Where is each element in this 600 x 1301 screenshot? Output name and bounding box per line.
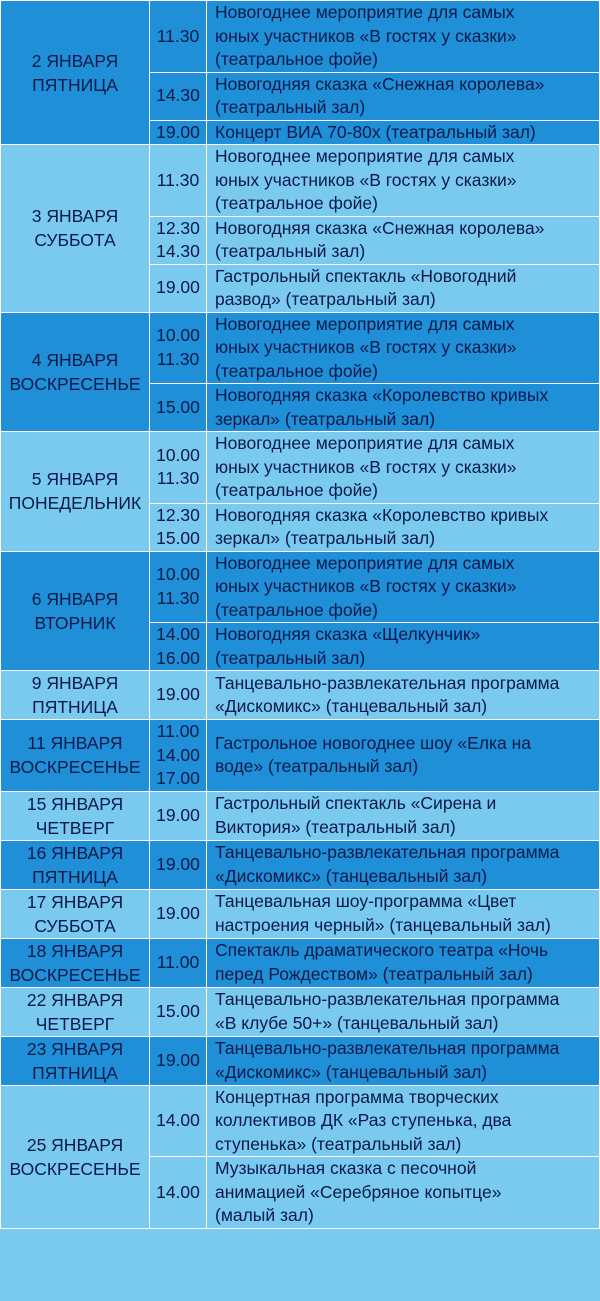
event-time: 12.30 [156, 504, 200, 525]
event-text-line: коллективов ДК «Раз ступенька, два [215, 1110, 512, 1130]
event-cell [207, 264, 600, 312]
day-cell [1, 1, 150, 145]
event-cell [207, 720, 600, 792]
time-cell [150, 720, 207, 792]
event-cell [207, 216, 600, 264]
date-label: 23 ЯНВАРЯ [26, 1038, 124, 1059]
event-time: 10.00 [156, 444, 200, 465]
event-text-line: (театральный зал) [215, 97, 366, 117]
event-time: 11.00 [156, 721, 200, 741]
event-text-line: «Дискомикс» (танцевальный зал) [215, 1061, 488, 1082]
event-text-line: юных участников «В гостях у сказки» [215, 25, 517, 46]
weekday-label: ВОСКРЕСЕНЬЕ [9, 373, 141, 394]
time-cell [150, 1, 207, 73]
event-row [1, 312, 600, 384]
event-text-line: юных участников «В гостях у сказки» [215, 337, 517, 357]
time-cell [150, 987, 207, 1036]
time-cell [150, 551, 207, 623]
time-cell [150, 1157, 207, 1229]
event-text-line: зеркал» (театральный зал) [215, 408, 436, 429]
date-label: 9 ЯНВАРЯ [31, 673, 119, 693]
event-text-line: (театральное фойе) [215, 480, 378, 500]
date-label: 17 ЯНВАРЯ [26, 891, 124, 912]
event-time: 11.30 [156, 169, 200, 190]
event-cell [207, 120, 600, 145]
event-time: 19.00 [156, 121, 200, 142]
event-time: 19.00 [156, 684, 200, 705]
event-text-line: Концертная программа творческих [215, 1086, 499, 1107]
event-time: 15.00 [156, 396, 200, 417]
time-cell [150, 264, 207, 312]
event-time: 12.30 [156, 217, 200, 238]
event-text-line: юных участников «В гостях у сказки» [215, 169, 517, 190]
schedule-body [1, 1, 600, 1229]
event-row [1, 1, 600, 73]
time-cell [150, 216, 207, 264]
event-text-line: перед Рождеством» (театральный зал) [215, 963, 533, 984]
weekday-label: СУББОТА [34, 915, 116, 936]
weekday-label: ЧЕТВЕРГ [35, 1013, 115, 1034]
event-time: 19.00 [156, 1049, 200, 1070]
event-text-line: (театральное фойе) [215, 599, 378, 620]
event-cell [207, 503, 600, 551]
event-row [1, 145, 600, 217]
event-text-line: (театральный зал) [215, 647, 366, 668]
event-cell [207, 1157, 600, 1229]
time-cell [150, 384, 207, 432]
event-cell [207, 72, 600, 120]
day-cell [1, 551, 150, 671]
date-label: 2 ЯНВАРЯ [31, 50, 119, 71]
event-text-line: развод» (театральный зал) [215, 289, 436, 309]
day-cell [1, 987, 150, 1036]
event-row [1, 938, 600, 987]
event-text-line: Новогодняя сказка «Снежная королева» [215, 73, 545, 94]
weekday-label: ВОСКРЕСЕНЬЕ [9, 757, 141, 778]
event-row [1, 1085, 600, 1157]
event-cell [207, 671, 600, 720]
event-text-line: Гастрольное новогоднее шоу «Елка на [215, 732, 532, 753]
event-time: 11.30 [156, 348, 200, 369]
event-text-line: Новогодняя сказка «Королевство кривых [215, 504, 549, 525]
event-text-line: Спектакль драматического театра «Ночь [215, 940, 549, 960]
event-cell [207, 145, 600, 217]
event-text-line: (театральное фойе) [215, 360, 378, 381]
day-cell [1, 720, 150, 792]
event-text-line: Новогоднее мероприятие для самых [215, 2, 515, 22]
event-text-line: анимацией «Серебряное копытце» [215, 1181, 502, 1202]
date-label: 15 ЯНВАРЯ [26, 793, 124, 814]
time-cell [150, 120, 207, 145]
date-label: 25 ЯНВАРЯ [26, 1134, 124, 1155]
day-cell [1, 889, 150, 938]
event-time: 14.30 [156, 241, 200, 261]
weekday-label: СУББОТА [34, 230, 116, 251]
event-time: 14.00 [156, 624, 200, 644]
event-text-line: (театральное фойе) [215, 49, 378, 69]
weekday-label: ВОСКРЕСЕНЬЕ [9, 964, 141, 985]
event-text-line: юных участников «В гостях у сказки» [215, 456, 517, 477]
event-text-line: Новогодняя сказка «Щелкунчик» [215, 624, 481, 644]
event-time: 11.30 [156, 587, 200, 608]
event-time: 19.00 [156, 853, 200, 874]
event-text-line: «Дискомикс» (танцевальный зал) [215, 696, 488, 716]
time-cell [150, 1036, 207, 1085]
date-label: 6 ЯНВАРЯ [31, 588, 119, 609]
event-text-line: Виктория» (театральный зал) [215, 816, 456, 837]
weekday-label: ПОНЕДЕЛЬНИК [8, 493, 142, 514]
event-cell [207, 623, 600, 671]
weekday-label: ПЯТНИЦА [32, 866, 118, 887]
event-cell [207, 312, 600, 384]
date-label: 18 ЯНВАРЯ [26, 940, 124, 961]
event-cell [207, 384, 600, 432]
date-label: 11 ЯНВАРЯ [27, 733, 123, 754]
event-text-line: Новогоднее мероприятие для самых [215, 552, 515, 573]
event-time: 11.30 [156, 468, 200, 489]
day-cell [1, 1085, 150, 1228]
event-time: 15.00 [156, 1000, 200, 1021]
date-label: 16 ЯНВАРЯ [26, 842, 124, 863]
event-time: 10.00 [156, 325, 200, 346]
weekday-label: ВОСКРЕСЕНЬЕ [9, 1158, 141, 1179]
event-cell [207, 889, 600, 938]
event-text-line: Музыкальная сказка с песочной [215, 1158, 477, 1178]
event-cell [207, 938, 600, 987]
event-text-line: Танцевально-развлекательная программа [215, 672, 560, 693]
event-text-line: Гастрольный спектакль «Сирена и [215, 793, 497, 813]
event-time: 14.30 [156, 85, 200, 106]
day-cell [1, 938, 150, 987]
event-text-line: ступенька» (театральный зал) [215, 1133, 462, 1154]
event-row [1, 432, 600, 504]
event-text-line: Танцевально-развлекательная программа [215, 1038, 560, 1058]
time-cell [150, 889, 207, 938]
event-row [1, 671, 600, 720]
weekday-label: ВТОРНИК [34, 612, 116, 633]
time-cell [150, 72, 207, 120]
event-time: 11.30 [156, 25, 200, 46]
event-row [1, 791, 600, 840]
time-cell [150, 145, 207, 217]
time-cell [150, 432, 207, 504]
event-text-line: Новогоднее мероприятие для самых [215, 433, 515, 453]
event-time: 15.00 [156, 528, 200, 548]
event-cell [207, 1036, 600, 1085]
event-text-line: Новогодняя сказка «Королевство кривых [215, 385, 549, 405]
day-cell [1, 312, 150, 432]
event-row [1, 889, 600, 938]
event-text-line: Новогоднее мероприятие для самых [215, 313, 515, 334]
event-text-line: юных участников «В гостях у сказки» [215, 576, 517, 596]
event-time: 14.00 [156, 1181, 200, 1202]
event-text-line: Гастрольный спектакль «Новогодний [215, 265, 517, 286]
event-text-line: (малый зал) [215, 1205, 314, 1225]
event-text-line: Новогодняя сказка «Снежная королева» [215, 217, 545, 238]
date-label: 22 ЯНВАРЯ [26, 989, 124, 1010]
event-text-line: (театральное фойе) [215, 193, 378, 213]
event-text-line: Танцевально-развлекательная программа [215, 989, 560, 1009]
date-label: 3 ЯНВАРЯ [31, 206, 119, 227]
event-cell [207, 432, 600, 504]
time-cell [150, 938, 207, 987]
event-row [1, 720, 600, 792]
event-time: 16.00 [156, 647, 200, 668]
time-cell [150, 623, 207, 671]
event-text-line: «В клубе 50+» (танцевальный зал) [215, 1012, 499, 1033]
day-cell [1, 840, 150, 889]
event-time: 19.00 [156, 902, 200, 923]
event-cell [207, 791, 600, 840]
weekday-label: ПЯТНИЦА [32, 1062, 118, 1083]
day-cell [1, 791, 150, 840]
event-time: 14.00 [156, 744, 200, 765]
weekday-label: ПЯТНИЦА [32, 74, 118, 95]
event-time: 19.00 [156, 277, 200, 298]
event-text-line: (театральный зал) [215, 241, 366, 261]
event-cell [207, 1, 600, 73]
event-text-line: Танцевально-развлекательная программа [215, 842, 560, 862]
event-row [1, 987, 600, 1036]
time-cell [150, 1085, 207, 1157]
event-text-line: Танцевальная шоу-программа «Цвет [215, 891, 517, 911]
day-cell [1, 145, 150, 313]
event-row [1, 840, 600, 889]
event-text-line: воде» (театральный зал) [215, 756, 419, 777]
event-time: 10.00 [156, 564, 200, 585]
event-text-line: Новогоднее мероприятие для самых [215, 146, 515, 166]
event-text-line: Концерт ВИА 70-80х (театральный зал) [215, 121, 536, 142]
event-time: 17.00 [156, 768, 200, 788]
event-text-line: «Дискомикс» (танцевальный зал) [215, 865, 488, 886]
time-cell [150, 791, 207, 840]
day-cell [1, 671, 150, 720]
event-cell [207, 1085, 600, 1157]
event-text-line: зеркал» (театральный зал) [215, 528, 436, 548]
event-row [1, 1036, 600, 1085]
event-cell [207, 987, 600, 1036]
event-row [1, 551, 600, 623]
weekday-label: ЧЕТВЕРГ [35, 817, 115, 838]
time-cell [150, 312, 207, 384]
event-cell [207, 840, 600, 889]
event-time: 19.00 [156, 804, 200, 825]
time-cell [150, 840, 207, 889]
time-cell [150, 503, 207, 551]
weekday-label: ПЯТНИЦА [32, 697, 118, 717]
day-cell [1, 1036, 150, 1085]
event-time: 14.00 [156, 1110, 200, 1130]
date-label: 4 ЯНВАРЯ [31, 349, 119, 370]
event-time: 11.00 [156, 951, 200, 972]
date-label: 5 ЯНВАРЯ [31, 469, 119, 490]
event-cell [207, 551, 600, 623]
event-text-line: настроения черный» (танцевальный зал) [215, 914, 551, 935]
time-cell [150, 671, 207, 720]
day-cell [1, 432, 150, 552]
